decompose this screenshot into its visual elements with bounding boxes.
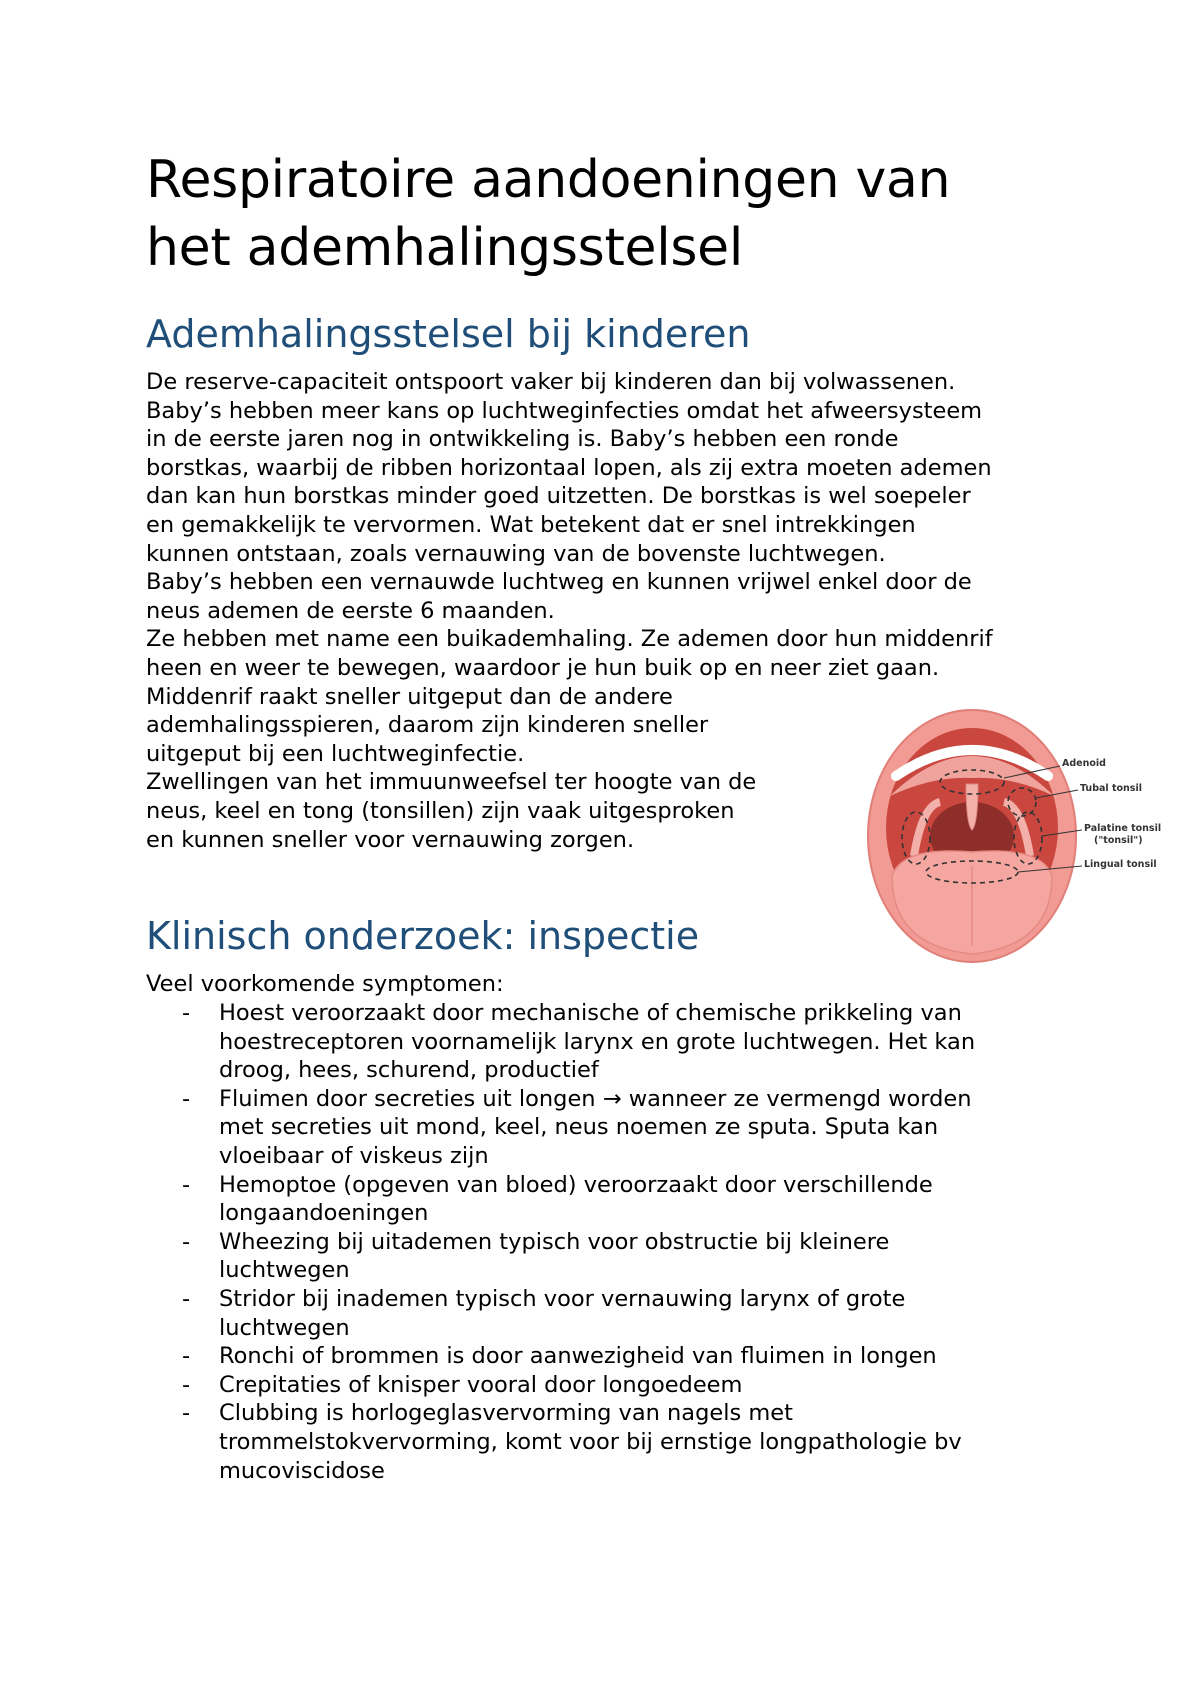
- text-line: Zwellingen van het immuunweefsel ter hoogte van de: [146, 769, 757, 796]
- bullet-marker: -: [182, 1371, 191, 1398]
- document-title: [146, 146, 1126, 282]
- list-item: [146, 1399, 1146, 1485]
- text-line: Hemoptoe (opgeven van bloed) veroorzaakt door verschillende: [219, 1171, 933, 1198]
- section-heading-inspectie: Klinisch onderzoek: inspectie: [146, 914, 700, 958]
- bullet-marker: -: [182, 1228, 191, 1255]
- text-line: Clubbing is horlogeglasvervorming van nagels met: [219, 1400, 793, 1427]
- tonsil-diagram: [862, 706, 1162, 976]
- text-line: kunnen ontstaan, zoals vernauwing van de bovenste luchtwegen.: [146, 540, 886, 567]
- text-line: Ze hebben met name een buikademhaling. Ze ademen door hun middenrif: [146, 626, 993, 653]
- text-line: Ronchi of brommen is door aanwezigheid van fluimen in longen: [219, 1343, 937, 1370]
- text-line: borstkas, waarbij de ribben horizontaal lopen, als zij extra moeten ademen: [146, 454, 992, 481]
- text-line: droog, hees, schurend, productief: [219, 1057, 599, 1084]
- label-palatine-tonsil: Palatine tonsil: [1084, 823, 1162, 834]
- bullet-marker: -: [182, 1285, 191, 1312]
- text-line: Baby’s hebben meer kans op luchtweginfecties omdat het afweersysteem: [146, 397, 983, 424]
- bullet-marker: -: [182, 1000, 191, 1026]
- text-line: dan kan hun borstkas minder goed uitzetten. De borstkas is wel soepeler: [146, 483, 971, 510]
- bullet-marker: -: [182, 1400, 191, 1427]
- text-line: neus ademen de eerste 6 maanden.: [146, 597, 555, 624]
- text-line: heen en weer te bewegen, waardoor je hun buik op en neer ziet gaan.: [146, 654, 940, 681]
- list-item: [146, 999, 1146, 1085]
- symptoms-list: [146, 999, 1146, 1485]
- section-heading-kinderen: Ademhalingsstelsel bij kinderen: [146, 312, 751, 356]
- text-line: neus, keel en tong (tonsillen) zijn vaak uitgesproken: [146, 797, 735, 824]
- list-item: [146, 1342, 1146, 1371]
- label-tubal-tonsil: Tubal tonsil: [1080, 783, 1142, 794]
- text-line: en kunnen sneller voor vernauwing zorgen.: [146, 826, 635, 853]
- label-lingual-tonsil: Lingual tonsil: [1084, 859, 1157, 870]
- text-line: luchtwegen: [219, 1257, 350, 1284]
- bullet-marker: -: [182, 1171, 191, 1198]
- symptoms-intro: Veel voorkomende symptomen:: [146, 971, 504, 997]
- text-line: Wheezing bij uitademen typisch voor obstructie bij kleinere: [219, 1228, 890, 1255]
- text-line: Crepitaties of knisper vooral door longoedeem: [219, 1371, 743, 1398]
- list-item: [146, 1371, 1146, 1400]
- text-line: trommelstokvervorming, komt voor bij ernstige longpathologie bv: [219, 1428, 962, 1455]
- text-line: vloeibaar of viskeus zijn: [219, 1142, 489, 1169]
- list-item: [146, 1285, 1146, 1342]
- title-line: Respiratoire aandoeningen van: [146, 150, 951, 210]
- text-line: Middenrif raakt sneller uitgeput dan de andere: [146, 683, 673, 710]
- list-item: [146, 1171, 1146, 1228]
- text-line: en gemakkelijk te vervormen. Wat betekent dat er snel intrekkingen: [146, 511, 916, 538]
- text-line: Stridor bij inademen typisch voor vernauwing larynx of grote: [219, 1285, 906, 1312]
- bullet-marker: -: [182, 1343, 191, 1370]
- text-line: in de eerste jaren nog in ontwikkeling is. Baby’s hebben een ronde: [146, 426, 899, 453]
- text-line: ademhalingsspieren, daarom zijn kinderen sneller: [146, 712, 709, 739]
- label-palatine-sub: ("tonsil"): [1094, 835, 1143, 846]
- text-line: Baby’s hebben een vernauwde luchtweg en kunnen vrijwel enkel door de: [146, 569, 972, 596]
- text-line: luchtwegen: [219, 1314, 350, 1341]
- text-line: uitgeput bij een luchtweginfectie.: [146, 740, 525, 767]
- list-item: [146, 1085, 1146, 1171]
- text-line: longaandoeningen: [219, 1200, 429, 1227]
- text-line: De reserve-capaciteit ontspoort vaker bij kinderen dan bij volwassenen.: [146, 369, 956, 395]
- bullet-marker: -: [182, 1085, 191, 1112]
- list-item: [146, 1228, 1146, 1285]
- text-line: Fluimen door secreties uit longen → wanneer ze vermengd worden: [219, 1085, 972, 1112]
- title-line: het ademhalingsstelsel: [146, 218, 744, 278]
- text-line: met secreties uit mond, keel, neus noemen ze sputa. Sputa kan: [219, 1114, 939, 1141]
- text-line: Hoest veroorzaakt door mechanische of chemische prikkeling van: [219, 1000, 962, 1026]
- text-line: hoestreceptoren voornamelijk larynx en grote luchtwegen. Het kan: [219, 1028, 976, 1055]
- label-adenoid: Adenoid: [1062, 758, 1106, 769]
- text-line: mucoviscidose: [219, 1457, 385, 1484]
